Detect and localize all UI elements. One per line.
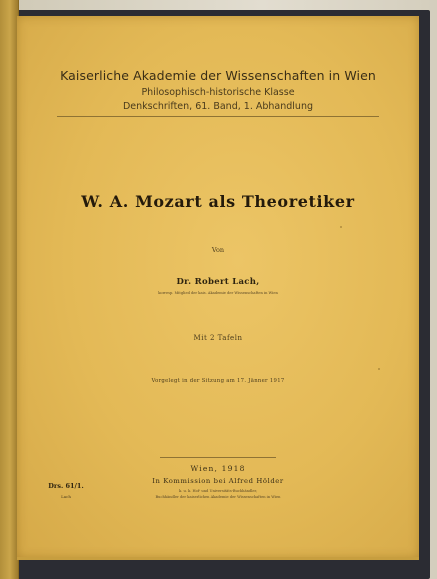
page-edge bbox=[17, 557, 419, 560]
publisher-line-2: Buchhändler der kaiserlichen Akademie der Wissenschaften in Wien bbox=[155, 495, 281, 499]
place-year: Wien, 1918 bbox=[190, 464, 246, 473]
shelfmark: Drs. 61/1. bbox=[48, 482, 84, 490]
imprint-rule bbox=[160, 457, 276, 458]
class-name: Philosophisch-historische Klasse bbox=[141, 87, 295, 98]
series-info: Denkschriften, 61. Band, 1. Abhandlung bbox=[122, 101, 313, 112]
publisher-line-1: k. u. k. Hof- und Universitäts-Buchhändler, bbox=[179, 489, 257, 493]
author-description: korresp. Mitglied der kais. Akademie der Wissenschaften in Wien bbox=[158, 291, 278, 295]
academy-name: Kaiserliche Akademie der Wissenschaften in Wien bbox=[60, 68, 376, 83]
by-label: Von bbox=[211, 246, 225, 254]
author-name: Dr. Robert Lach, bbox=[176, 277, 260, 287]
plates-note: Mit 2 Tafeln bbox=[193, 334, 243, 342]
header-rule bbox=[57, 116, 379, 117]
presentation-note: Vorgelegt in der Sitzung am 17. Jänner 1917 bbox=[151, 378, 285, 384]
shelfmark-sub: Lach bbox=[61, 494, 71, 499]
commission-line: In Kommission bei Alfred Hölder bbox=[152, 477, 284, 485]
paper-spot bbox=[378, 368, 380, 370]
title-page bbox=[17, 16, 419, 558]
paper-spot bbox=[340, 226, 342, 228]
book-title: W. A. Mozart als Theoretiker bbox=[81, 192, 355, 211]
